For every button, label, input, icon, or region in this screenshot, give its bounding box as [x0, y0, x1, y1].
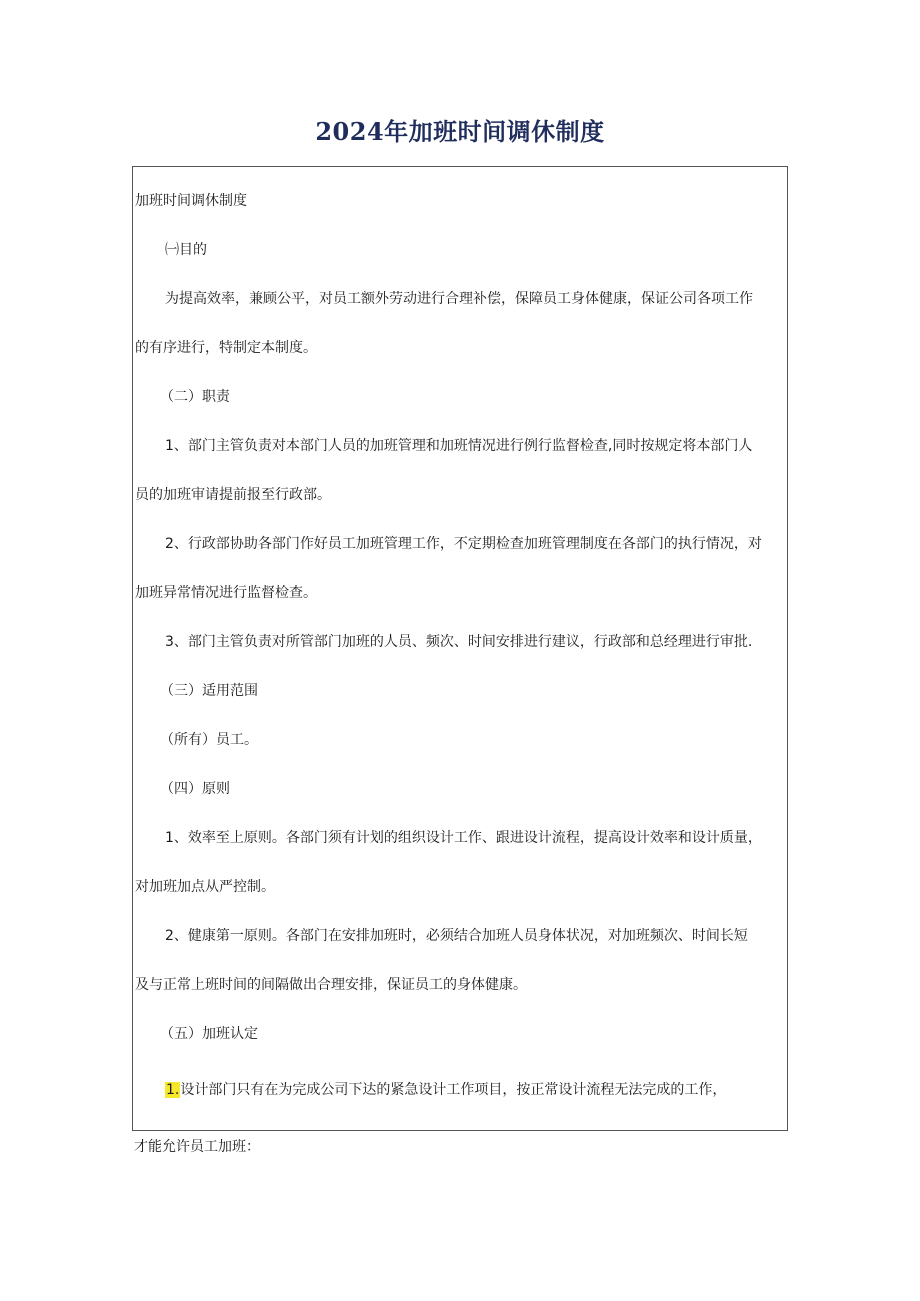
paragraph-line: 3、部门主管负责对所管部门加班的人员、频次、时间安排进行建议，行政部和总经理进行审批.: [165, 634, 753, 650]
subsection-scope: （三）适用范围: [160, 683, 258, 699]
last-line-text: 设计部门只有在为完成公司下达的紧急设计工作项目，按正常设计流程无法完成的工作，: [180, 1082, 727, 1098]
paragraph-line: 2、行政部协助各部门作好员工加班管理工作，不定期检查加班管理制度在各部门的执行情况，对: [165, 536, 762, 552]
paragraph-line: 对加班加点从严控制。: [135, 879, 275, 895]
paragraph-line: 1、部门主管负责对本部门人员的加班管理和加班情况进行例行监督检查,同时按规定将本部门人: [165, 438, 753, 454]
document-title: 2024年加班时间调休制度: [315, 117, 605, 146]
paragraph-line: 加班异常情况进行监督检查。: [135, 585, 317, 601]
paragraph-line: 为提高效率，兼顾公平，对员工额外劳动进行合理补偿，保障员工身体健康，保证公司各项工作: [165, 291, 753, 307]
paragraph-line: （所有）员工。: [160, 732, 258, 748]
paragraph-line: 员的加班审请提前报至行政部。: [135, 487, 331, 503]
subsection-purpose: ㈠目的: [165, 242, 207, 258]
section-heading: 加班时间调休制度: [135, 193, 247, 209]
highlighted-list-number: 1.: [166, 1082, 180, 1098]
subsection-overtime-definition: （五）加班认定: [160, 1026, 258, 1042]
continuation-line: 才能允许员工加班：: [134, 1139, 260, 1155]
paragraph-line: 1、效率至上原则。各部门须有计划的组织设计工作、跟进设计流程，提高设计效率和设计质量，: [165, 830, 762, 846]
paragraph-line: 及与正常上班时间的间隔做出合理安排，保证员工的身体健康。: [135, 977, 527, 993]
subsection-duties: （二）职责: [160, 389, 230, 405]
subsection-principles: （四）原则: [160, 781, 230, 797]
paragraph-line-last: [165, 1081, 726, 1099]
paragraph-line: 的有序进行，特制定本制度。: [135, 340, 317, 356]
paragraph-line: 2、健康第一原则。各部门在安排加班时，必须结合加班人员身体状况，对加班频次、时间长短: [165, 928, 748, 944]
